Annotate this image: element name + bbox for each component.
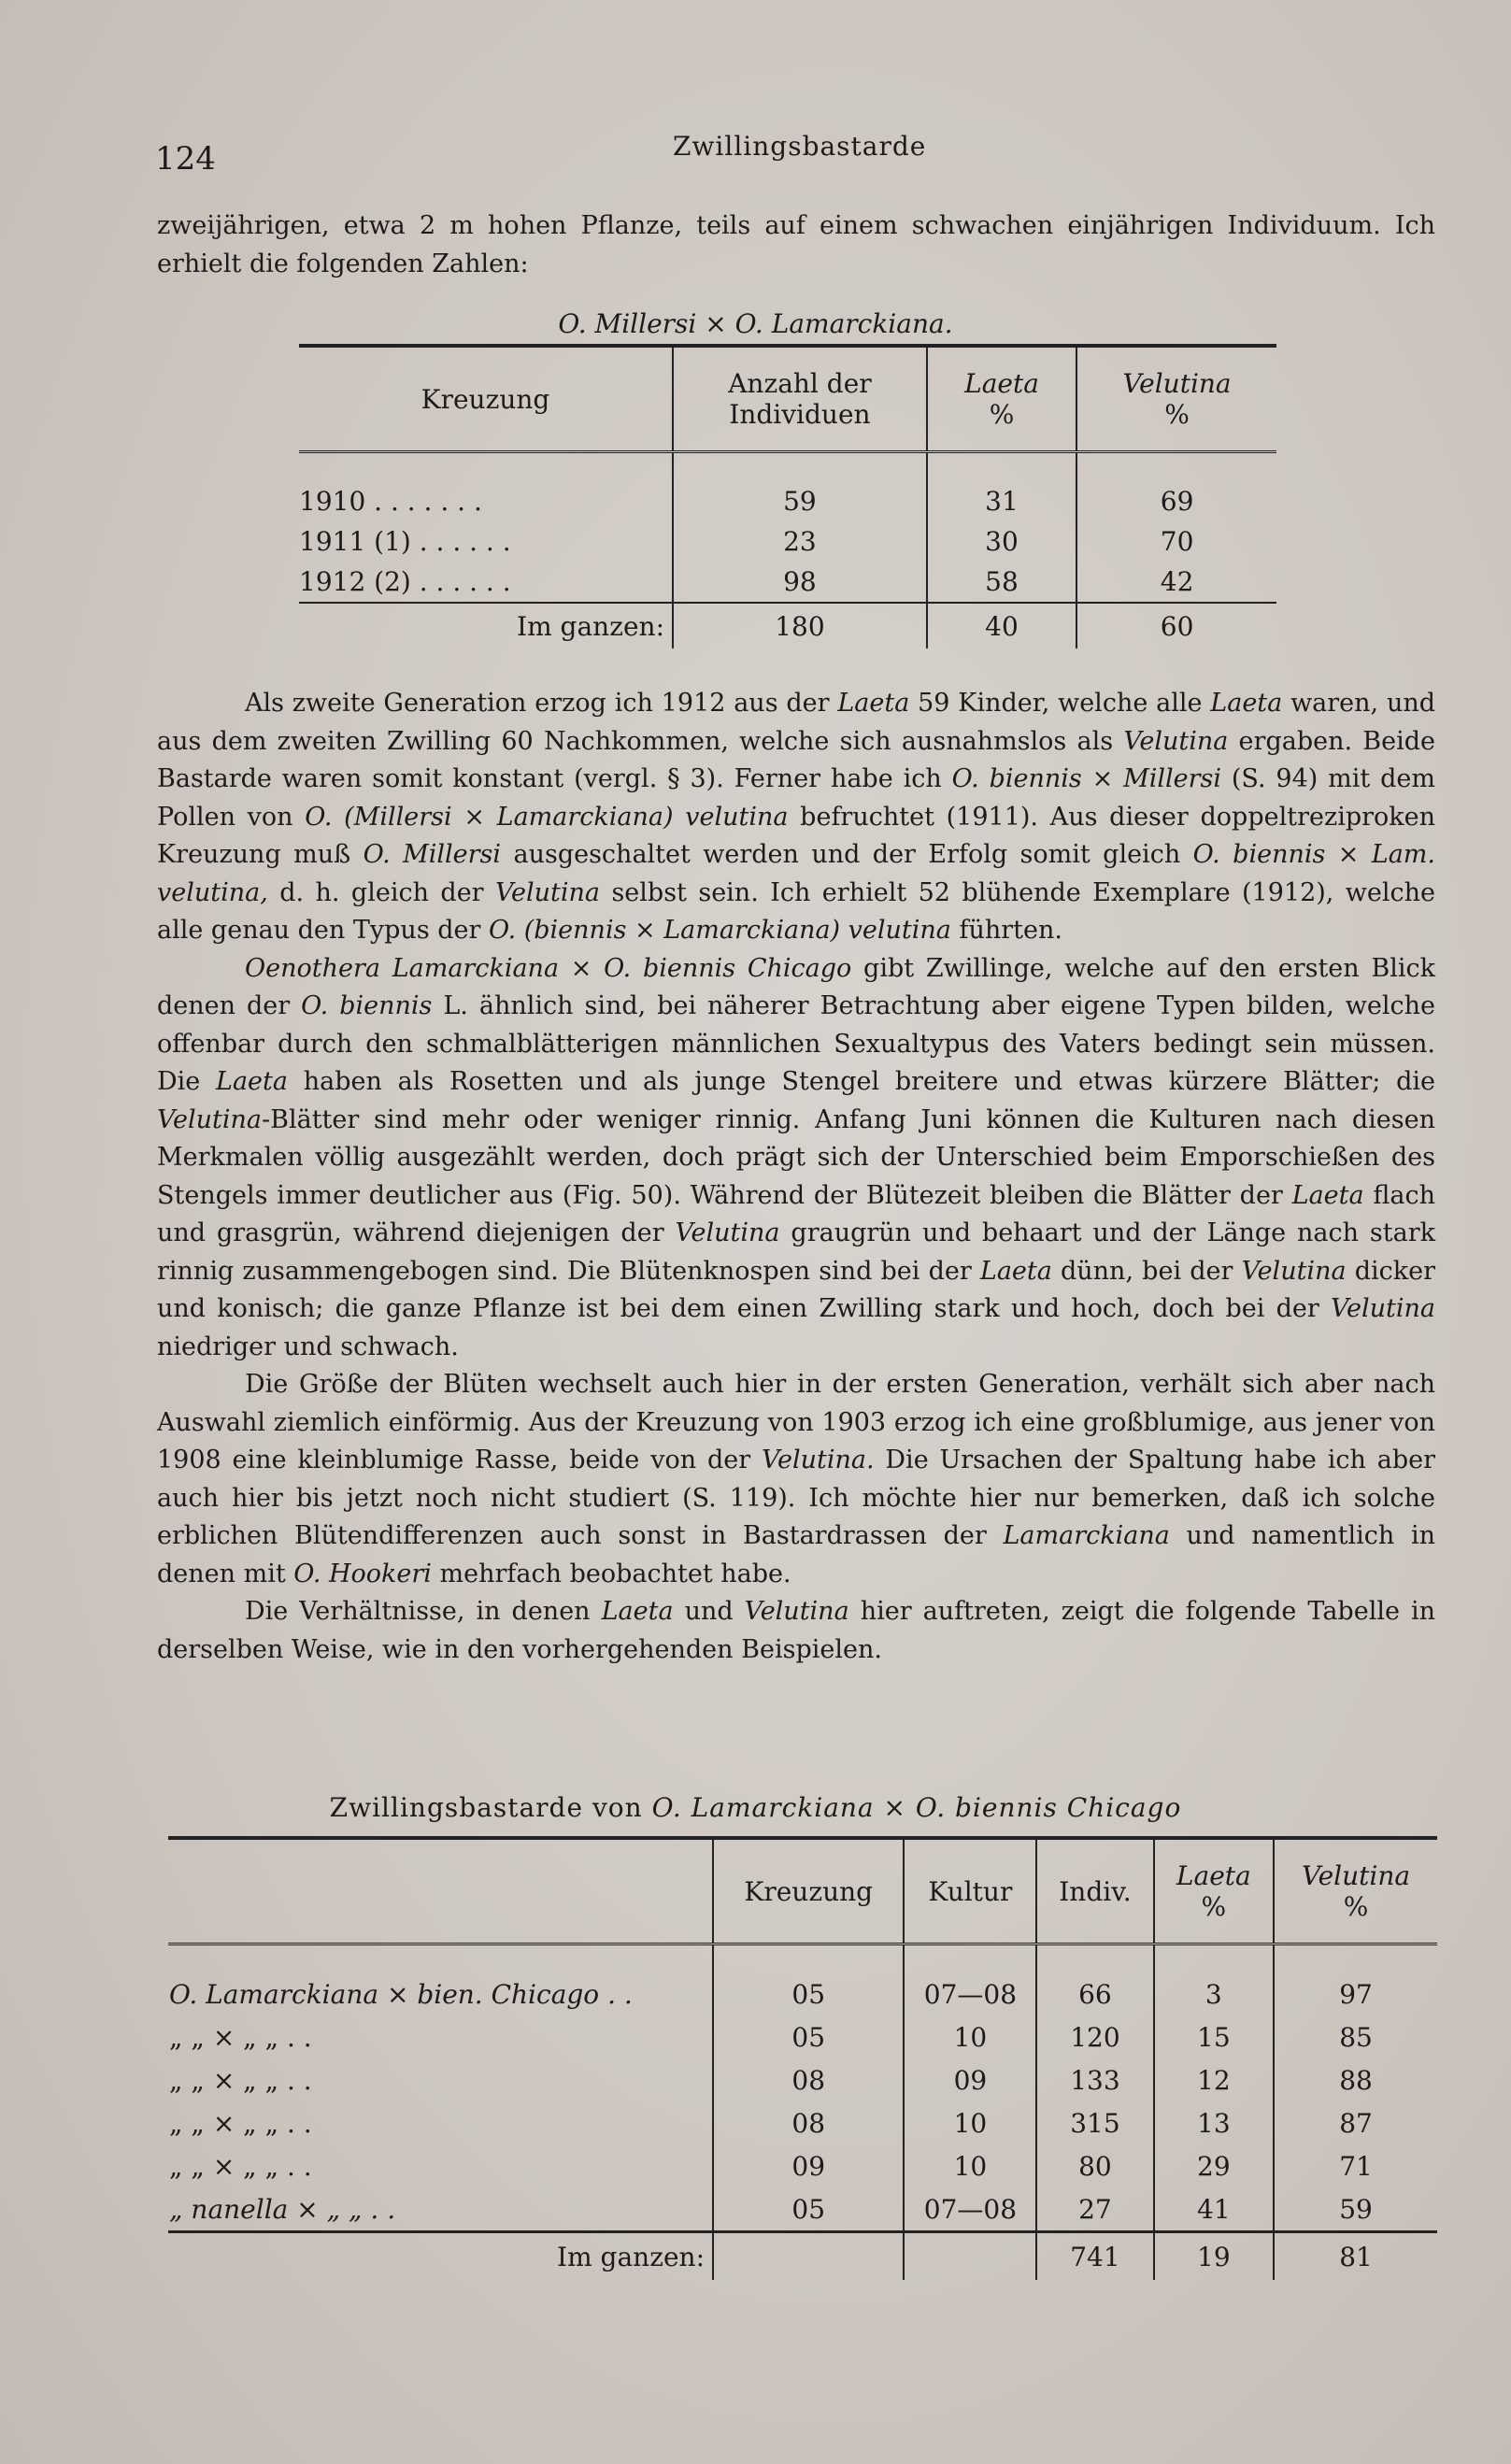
cell-cross: „ „ × „ „ . .: [169, 2150, 312, 2182]
table1-header-row: [299, 346, 1276, 452]
cell-velutina: 69: [1076, 452, 1276, 522]
cell-kreuzung: 05: [713, 1944, 904, 2016]
total-laeta: 19: [1154, 2232, 1274, 2281]
cell-laeta: 12: [1154, 2058, 1274, 2101]
row-label: 1912 (2) . . . . . .: [299, 566, 511, 597]
cell-velutina: 97: [1274, 1944, 1437, 2016]
paragraph-second-generation: Als zweite Generation erzog ich 1912 aus der Laeta 59 Kinder, welche alle Laeta waren, und aus dem zweiten Zwilling 60 Nachkommen, welche sich ausnahmslos als Velutina ergaben. Beide Bastarde waren somit konstant (vergl. § 3). Ferner habe ich O. biennis × Millersi (S. 94) mit dem Pollen von O. (Millersi × Lamarckiana) velutina befruchtet (1911). Aus dieser doppeltreziproken Kreuzung muß O. Millersi ausgeschaltet werden und der Erfolg somit gleich O. biennis × Lam. velutina, d. h. gleich der Velutina selbst sein. Ich erhielt 52 blühende Exemplare (1912), welche alle genau den Typus der O. (biennis × Lamarckiana) velutina führten.: [157, 689, 1436, 945]
cell-indiv: 66: [1036, 1944, 1153, 2016]
table1-total-row: [299, 603, 1276, 648]
cell-velutina: 59: [1274, 2187, 1437, 2232]
cell-laeta: 31: [927, 452, 1076, 522]
table2-header-kreuzung: Kreuzung: [713, 1838, 904, 1944]
total-velutina: 60: [1076, 603, 1276, 648]
cell-kultur: 10: [904, 2144, 1036, 2187]
page-header: [150, 131, 1427, 187]
cell-kreuzung: 05: [713, 2187, 904, 2232]
table2-header-cross: [168, 1838, 713, 1944]
table-row: [299, 521, 1276, 562]
cell-cross: „ nanella × „ „ . .: [169, 2193, 396, 2225]
table2-total-row: [168, 2232, 1437, 2281]
table1-header-laeta: Laeta %: [927, 346, 1076, 452]
table2-header-kultur: Kultur: [904, 1838, 1036, 1944]
table2-header-laeta: Laeta %: [1154, 1838, 1274, 1944]
table-row: [299, 452, 1276, 522]
cell-individuen: 59: [673, 452, 927, 522]
table-millersi-lamarckiana: [299, 344, 1276, 648]
cell-indiv: 315: [1036, 2101, 1153, 2144]
cell-individuen: 23: [673, 521, 927, 562]
paragraph-chicago-twins: Oenothera Lamarckiana × O. biennis Chicago gibt Zwillinge, welche auf den ersten Blick denen der O. biennis L. ähnlich sind, bei näherer Betrachtung aber eigene Typen bilden, welche offenbar durch den schmalblätterigen männlichen Sexualtypus des Vaters bedingt sein müssen. Die Laeta haben als Rosetten und als junge Stengel breitere und etwas kürzere Blätter; die Velutina-Blätter sind mehr oder weniger rinnig. Anfang Juni können die Kulturen nach diesen Merkmalen völlig ausgezählt werden, doch prägt sich der Unterschied beim Emporschießen des Stengels immer deutlicher aus (Fig. 50). Während der Blütezeit bleiben die Blätter der Laeta flach und grasgrün, während diejenigen der Velutina graugrün und behaart und der Länge nach stark rinnig zusammengebogen sind. Die Blütenknospen sind bei der Laeta dünn, bei der Velutina dicker und konisch; die ganze Pflanze ist bei dem einen Zwilling stark und hoch, doch bei der Velutina niedriger und schwach.: [157, 953, 1436, 1361]
table-lamarckiana-biennis-chicago: [168, 1836, 1437, 2280]
cell-cross: „ „ × „ „ . .: [169, 2064, 312, 2096]
cell-kultur: 07—08: [904, 1944, 1036, 2016]
cell-kreuzung: 09: [713, 2144, 904, 2187]
paragraph-table-intro: Die Verhältnisse, in denen Laeta und Velutina hier auftreten, zeigt die folgende Tabelle in derselben Weise, wie in den vorhergehenden Beispielen.: [157, 1597, 1436, 1664]
cell-laeta: 13: [1154, 2101, 1274, 2144]
cell-cross: O. Lamarckiana × bien. Chicago . .: [169, 1978, 633, 2010]
row-label: 1911 (1) . . . . . .: [299, 526, 511, 557]
total-velutina: 81: [1274, 2232, 1437, 2281]
total-laeta: 40: [927, 603, 1076, 648]
cell-kultur: 10: [904, 2015, 1036, 2058]
total-kultur-empty: [904, 2232, 1036, 2281]
table2-header-velutina: Velutina %: [1274, 1838, 1437, 1944]
table-row: [168, 2101, 1437, 2144]
table2-header-row: [168, 1838, 1437, 1944]
cell-kultur: 09: [904, 2058, 1036, 2101]
cell-laeta: 15: [1154, 2015, 1274, 2058]
total-label: Im ganzen:: [517, 610, 664, 642]
cell-kultur: 07—08: [904, 2187, 1036, 2232]
total-indiv: 741: [1036, 2232, 1153, 2281]
cell-kreuzung: 08: [713, 2058, 904, 2101]
cell-velutina: 71: [1274, 2144, 1437, 2187]
total-label: Im ganzen:: [557, 2241, 705, 2272]
table2-caption: Zwillingsbastarde von O. Lamarckiana × O. biennis Chicago: [329, 1792, 1182, 1823]
cell-cross: „ „ × „ „ . .: [169, 2021, 312, 2053]
cell-velutina: 70: [1076, 521, 1276, 562]
cell-kreuzung: 08: [713, 2101, 904, 2144]
table-row: [168, 1944, 1437, 2016]
cell-indiv: 80: [1036, 2144, 1153, 2187]
cell-kreuzung: 05: [713, 2015, 904, 2058]
table1-header-kreuzung: Kreuzung: [421, 383, 550, 415]
cell-cross: „ „ × „ „ . .: [169, 2107, 312, 2139]
page-number: 124: [155, 140, 216, 178]
table-row: [168, 2144, 1437, 2187]
cell-indiv: 133: [1036, 2058, 1153, 2101]
table1-caption: O. Millersi × O. Lamarckiana.: [558, 308, 953, 339]
cell-laeta: 58: [927, 562, 1076, 603]
table-row: [168, 2058, 1437, 2101]
cell-individuen: 98: [673, 562, 927, 603]
cell-velutina: 87: [1274, 2101, 1437, 2144]
running-title: Zwillingsbastarde: [673, 131, 927, 162]
cell-velutina: 85: [1274, 2015, 1437, 2058]
table-row: [168, 2187, 1437, 2232]
cell-kultur: 10: [904, 2101, 1036, 2144]
cell-indiv: 120: [1036, 2015, 1153, 2058]
table-row: [168, 2015, 1437, 2058]
cell-velutina: 88: [1274, 2058, 1437, 2101]
cell-velutina: 42: [1076, 562, 1276, 603]
table1-header-anzahl: Anzahl der Individuen: [673, 346, 927, 452]
total-individuen: 180: [673, 603, 927, 648]
intro-text: zweijährigen, etwa 2 m hohen Pflanze, teils auf einem schwachen einjährigen Individuum. Ich erhielt die folgenden Zahlen:: [157, 211, 1435, 278]
cell-laeta: 30: [927, 521, 1076, 562]
table2-header-indiv: Indiv.: [1036, 1838, 1153, 1944]
paragraph-flower-size: Die Größe der Blüten wechselt auch hier in der ersten Generation, verhält sich aber nach Auswahl ziemlich einförmig. Aus der Kreuzung von 1903 erzog ich eine großblumige, aus jener von 1908 eine kleinblumige Rasse, beide von der Velutina. Die Ursachen der Spaltung habe ich aber auch hier bis jetzt noch nicht studiert (S. 119). Ich möchte hier nur bemerken, daß ich solche erblichen Blütendifferenzen auch sonst in Bastardrassen der Lamarckiana und namentlich in denen mit O. Hookeri mehrfach beobachtet habe.: [157, 1370, 1436, 1588]
row-label: 1910 . . . . . . .: [299, 486, 482, 517]
table1-header-velutina: Velutina %: [1076, 346, 1276, 452]
intro-paragraph: [157, 207, 1435, 283]
table-row: [299, 562, 1276, 603]
body-text: [157, 685, 1435, 1669]
cell-laeta: 3: [1154, 1944, 1274, 2016]
cell-indiv: 27: [1036, 2187, 1153, 2232]
total-kreuzung-empty: [713, 2232, 904, 2281]
cell-laeta: 29: [1154, 2144, 1274, 2187]
cell-laeta: 41: [1154, 2187, 1274, 2232]
